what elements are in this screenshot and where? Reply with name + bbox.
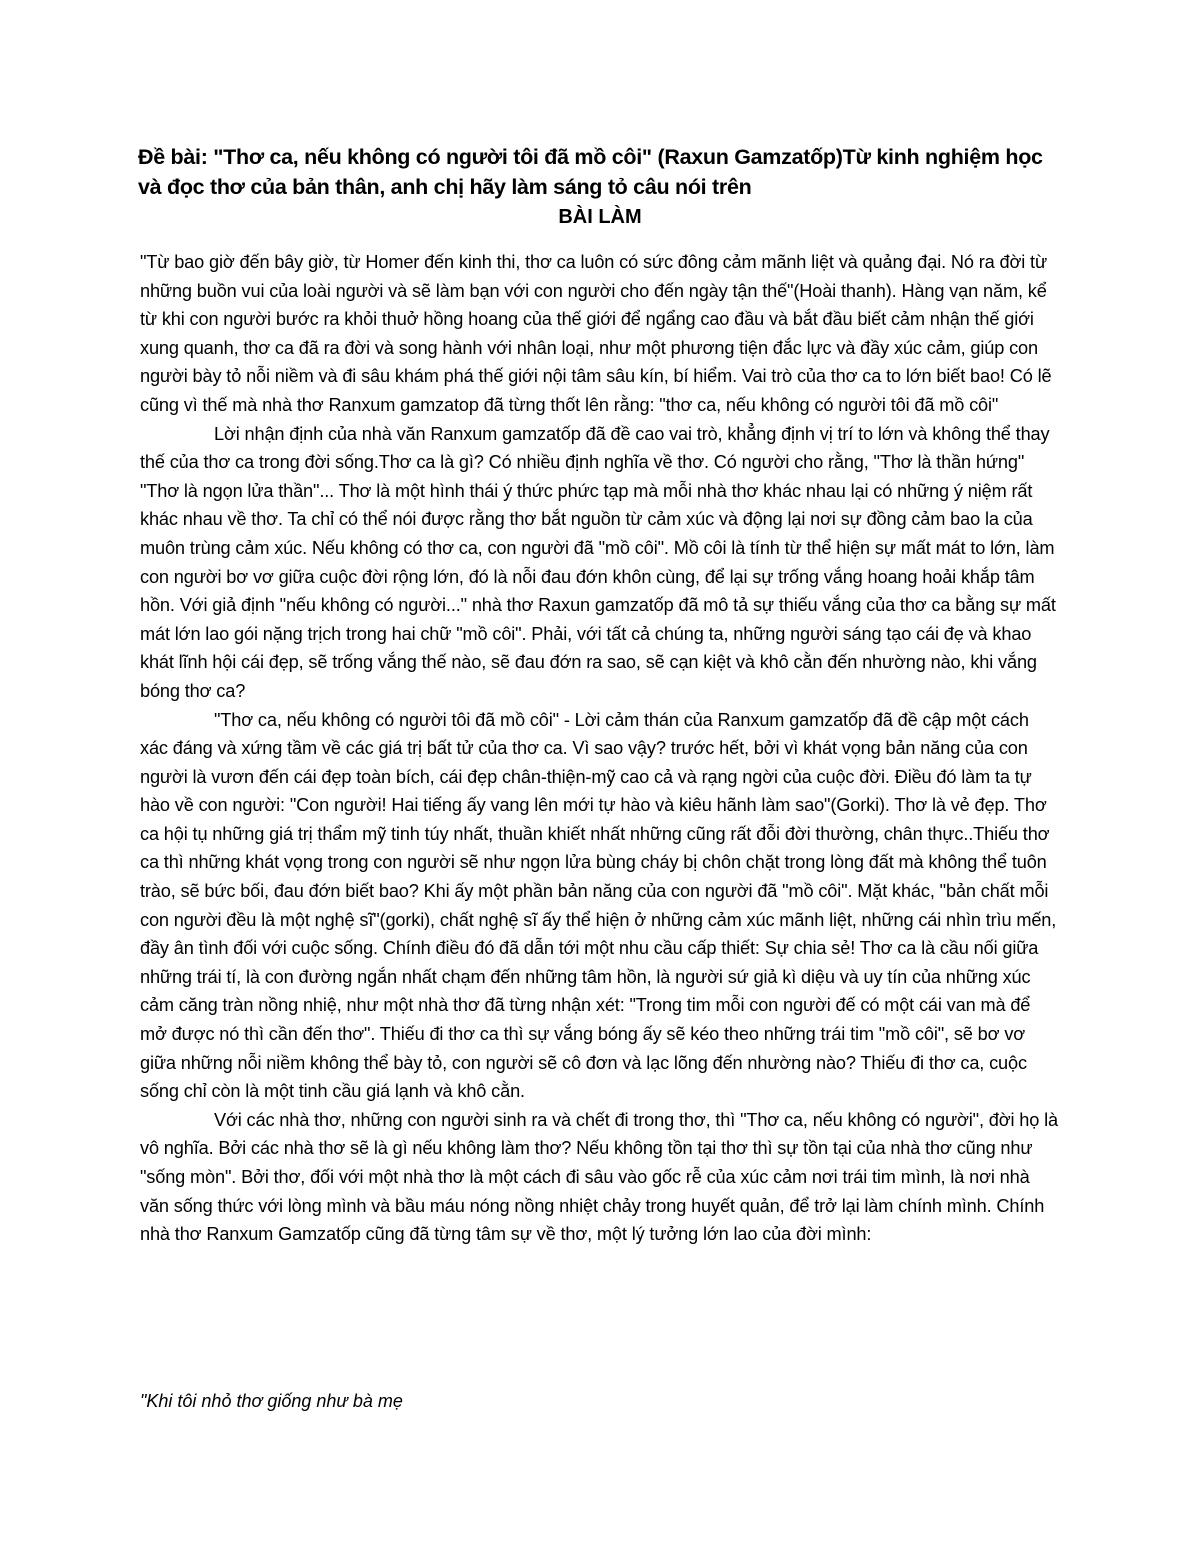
paragraph: Với các nhà thơ, những con người sinh ra và chết đi trong thơ, thì "Thơ ca, nếu không có người", đời họ là vô nghĩa. Bởi các nhà thơ sẽ là gì nếu không làm thơ? Nếu không tồn tại thơ thì sự tồn tại của nhà thơ cũng như "sống mòn". Bởi thơ, đối với một nhà thơ là một cách đi sâu vào gốc rễ của xúc cảm nơi trái tim mình, là nơi nhà văn sống thức với lòng mình và bầu máu nóng nồng nhiệt chảy trong huyết quản, để trở lại làm chính mình. Chính nhà thơ Ranxum Gamzatốp cũng đã từng tâm sự về thơ, một lý tưởng lớn lao của đời mình: — [140, 1109, 1058, 1245]
paragraph: Lời nhận định của nhà văn Ranxum gamzatốp đã đề cao vai trò, khẳng định vị trí to lớn và không thể thay thế của thơ ca trong đời sống.Thơ ca là gì? Có nhiều định nghĩa về thơ. Có người cho rằng, "Thơ là thần hứng" "Thơ là ngọn lửa thần"... Thơ là một hình thái ý thức phức tạp mà mỗi nhà thơ khác nhau lại có những ý niệm rất khác nhau về thơ. Ta chỉ có thể nói được rằng thơ bắt nguồn từ cảm xúc và động lại nơi sự đồng cảm bao la của muôn trùng cảm xúc. Nếu không có thơ ca, con người đã "mồ côi". Mồ côi là tính từ thể hiện sự mất mát to lớn, làm con người bơ vơ giữa cuộc đời rộng lớn, đó là nỗi đau đớn khôn cùng, để lại sự trống vắng hoang hoải khắp tâm hồn. Với giả định "nếu không có người..." nhà thơ Raxun gamzatốp đã mô tả sự thiếu vắng của thơ ca bằng sự mất mát lớn lao gói nặng trịch trong hai chữ "mồ côi". Phải, với tất cả chúng ta, những người sáng tạo cái đẹ và khao khát lĩnh hội cái đẹp, sẽ trống vắng thế nào, sẽ đau đớn ra sao, sẽ cạn kiệt và khô cằn đến nhường nào, khi vắng bóng thơ ca? — [140, 423, 1056, 701]
paragraph: "Thơ ca, nếu không có người tôi đã mồ côi" - Lời cảm thán của Ranxum gamzatốp đã đề cập một cách xác đáng và xứng tầm về các giá trị bất tử của thơ ca. Vì sao vậy? trước hết, bởi vì khát vọng bản năng của con người là vươn đến cái đẹp toàn bích, cái đẹp chân-thiện-mỹ cao cả và rạng ngời của cuộc đời. Điều đó làm ta tự hào về con người: "Con người! Hai tiếng ấy vang lên mới tự hào và kiêu hãnh làm sao"(Gorki). Thơ là vẻ đẹp. Thơ ca hội tụ những giá trị thẩm mỹ tinh túy nhất, thuần khiết nhất những cũng rất đỗi đời thường, chân thực..Thiếu thơ ca thì những khát vọng trong con người sẽ như ngọn lửa bùng cháy bị chôn chặt trong lòng đất mà không thể tuôn trào, sẽ bức bối, đau đớn biết bao? Khi ấy một phần bản năng của con người đã "mồ côi". Mặt khác, "bản chất mỗi con người đều là một nghệ sĩ"(gorki), chất nghệ sĩ ấy thể hiện ở những cảm xúc mãnh liệt, những cái nhìn trìu mến, đầy ân tình đối với cuộc sống. Chính điều đó đã dẫn tới một nhu cầu cấp thiết: Sự chia sẻ! Thơ ca là cầu nối giữa những trái tí, là con đường ngắn nhất chạm đến những tâm hồn, là người sứ giả kì diệu và uy tín của những xúc cảm căng tràn nồng nhiệ, như một nhà thơ đã từng nhận xét: "Trong tim mỗi con người đế có một cái van mà để mở được nó thì cần đến thơ". Thiếu đi thơ ca thì sự vắng bóng ấy sẽ kéo theo những trái tim "mồ côi", sẽ bơ vơ giữa những nỗi niềm không thể bày tỏ, con người sẽ cô đơn và lạc lõng đến nhường nào? Thiếu đi thơ ca, cuộc sống chỉ còn là một tinh cầu giá lạnh và khô cằn. — [140, 709, 1057, 1102]
paragraph: "Từ bao giờ đến bây giờ, từ Homer đến kinh thi, thơ ca luôn có sức đông cảm mãnh liệt và quảng đại. Nó ra đời từ những buồn vui của loài người và sẽ làm bạn với con người cho đến ngày tận thế"(Hoài thanh). Hàng vạn năm, kể từ khi con người bước ra khỏi thuở hồng hoang của thế giới để ngẩng cao đầu và bắt đầu biết cảm nhận thế giới xung quanh, thơ ca đã ra đời và song hành với nhân loại, như một phương tiện đắc lực và đầy xúc cảm, giúp con người bày tỏ nỗi niềm và đi sâu khám phá thế giới nội tâm sâu kín, bí hiểm. Vai trò của thơ ca to lớn biết bao! Có lẽ cũng vì thế mà nhà thơ Ranxum gamzatop đã từng thốt lên rằng: "thơ ca, nếu không có người tôi đã mồ côi" — [140, 252, 1052, 415]
essay-body — [140, 248, 1060, 1249]
poem-quote: "Khi tôi nhỏ thơ giống như bà mẹ — [140, 1391, 403, 1411]
essay-title: Đề bài: "Thơ ca, nếu không có người tôi đã mồ côi" (Raxun Gamzatốp)Từ kinh nghiệm học và đọc thơ của bản thân, anh chị hãy làm sáng tỏ câu nói trên — [138, 145, 1043, 199]
essay-subtitle: BÀI LÀM — [558, 206, 642, 228]
